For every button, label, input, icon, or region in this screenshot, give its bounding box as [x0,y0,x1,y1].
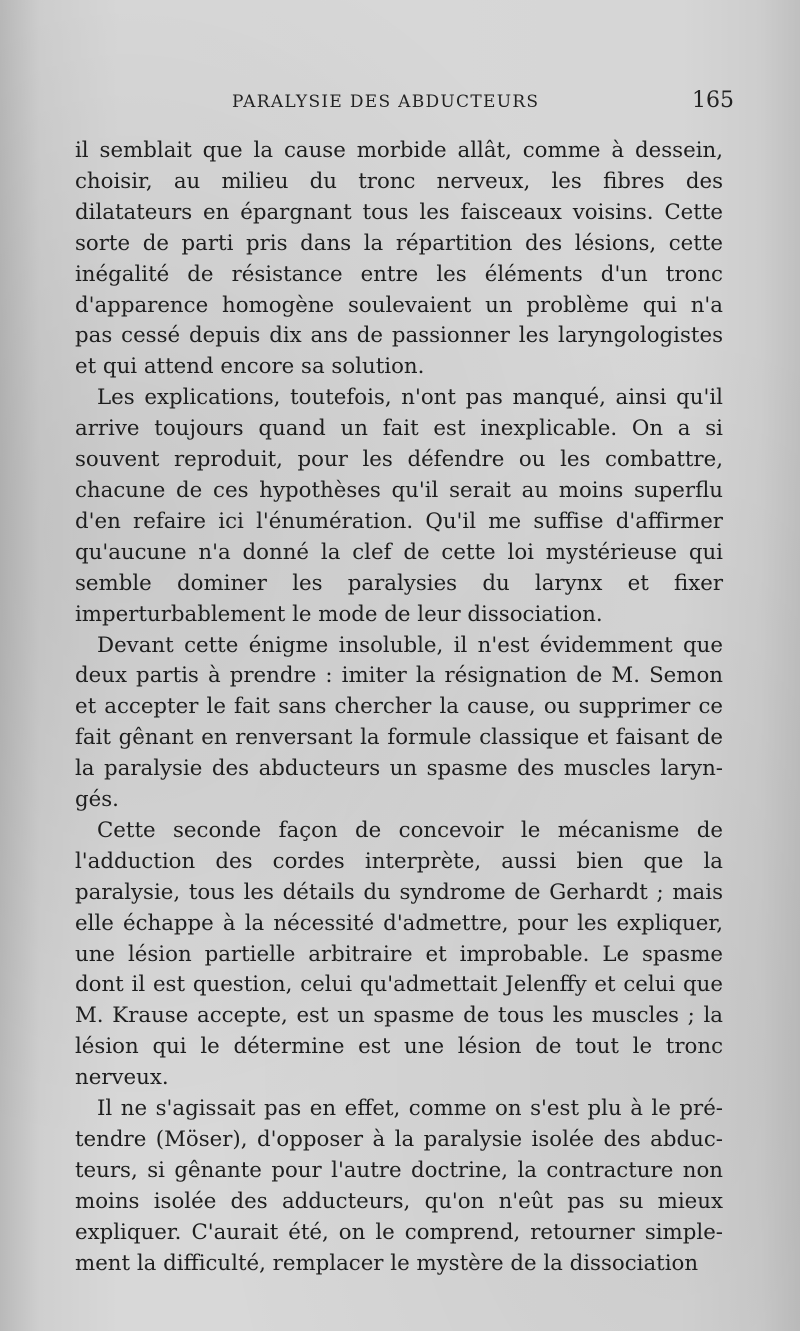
paragraph: Les explications, toutefois, n'ont pas manqué, ainsi qu'il arrive toujours quand un fait est inexplicable. On a si souvent reproduit, pour les défendre ou les combattre, chacune de ces hypothèses qu'il serait au moins superflu d'en refaire ici l'énumération. Qu'il me suffise d'affirmer qu'aucune n'a donné la clef de cette loi mystérieuse qui semble dominer les paralysies du larynx et fixer imperturbablement le mode de leur dissociation. [75,385,723,627]
paragraph: Cette seconde façon de concevoir le mécanisme de l'adduction des cordes interprète, aussi bien que la paralysie, tous les détails du syndrome de Gerhardt ; mais elle échappe à la nécessité d'admettre, pour les expliquer, une lésion partielle arbitraire et improbable. Le spasme dont il est question, celui qu'admettait Jelenffy et celui que M. Krause accepte, est un spasme de tous les muscles ; la lésion qui le détermine est une lésion de tout le tronc nerveux. [75,817,723,1091]
paragraph: il semblait que la cause morbide allât, comme à dessein, choisir, au milieu du tronc nerveux, les fibres des dilatateurs en épargnant tous les faisceaux voisins. Cette sorte de parti pris dans la répartition des lésions, cette inégalité de résistance entre les éléments d'un tronc d'apparence homogène soulevaient un problème qui n'a pas cessé depuis dix ans de passionner les laryngologistes et qui attend encore sa solution. [75,138,723,380]
paragraph: Devant cette énigme insoluble, il n'est évidemment que deux partis à prendre : imiter la résignation de M. Semon et accepter le fait sans chercher la cause, ou supprimer ce fait gênant en renversant la formule classique et faisant de la paralysie des abducteurs un spasme des muscles laryngés. [75,632,723,813]
running-title: PARALYSIE DES ABDUCTEURS [232,92,540,112]
page-number: 165 [692,88,734,113]
paragraph: Il ne s'agissait pas en effet, comme on s'est plu à le prétendre (Möser), d'opposer à la paralysie isolée des abducteurs, si gênante pour l'autre doctrine, la contracture non moins isolée des adducteurs, qu'on n'eût pas su mieux expliquer. C'aurait été, on le comprend, retourner simplement la difficulté, remplacer le mystère de la dissociation [75,1096,723,1276]
page-header [232,88,734,120]
body-text [75,136,723,1280]
